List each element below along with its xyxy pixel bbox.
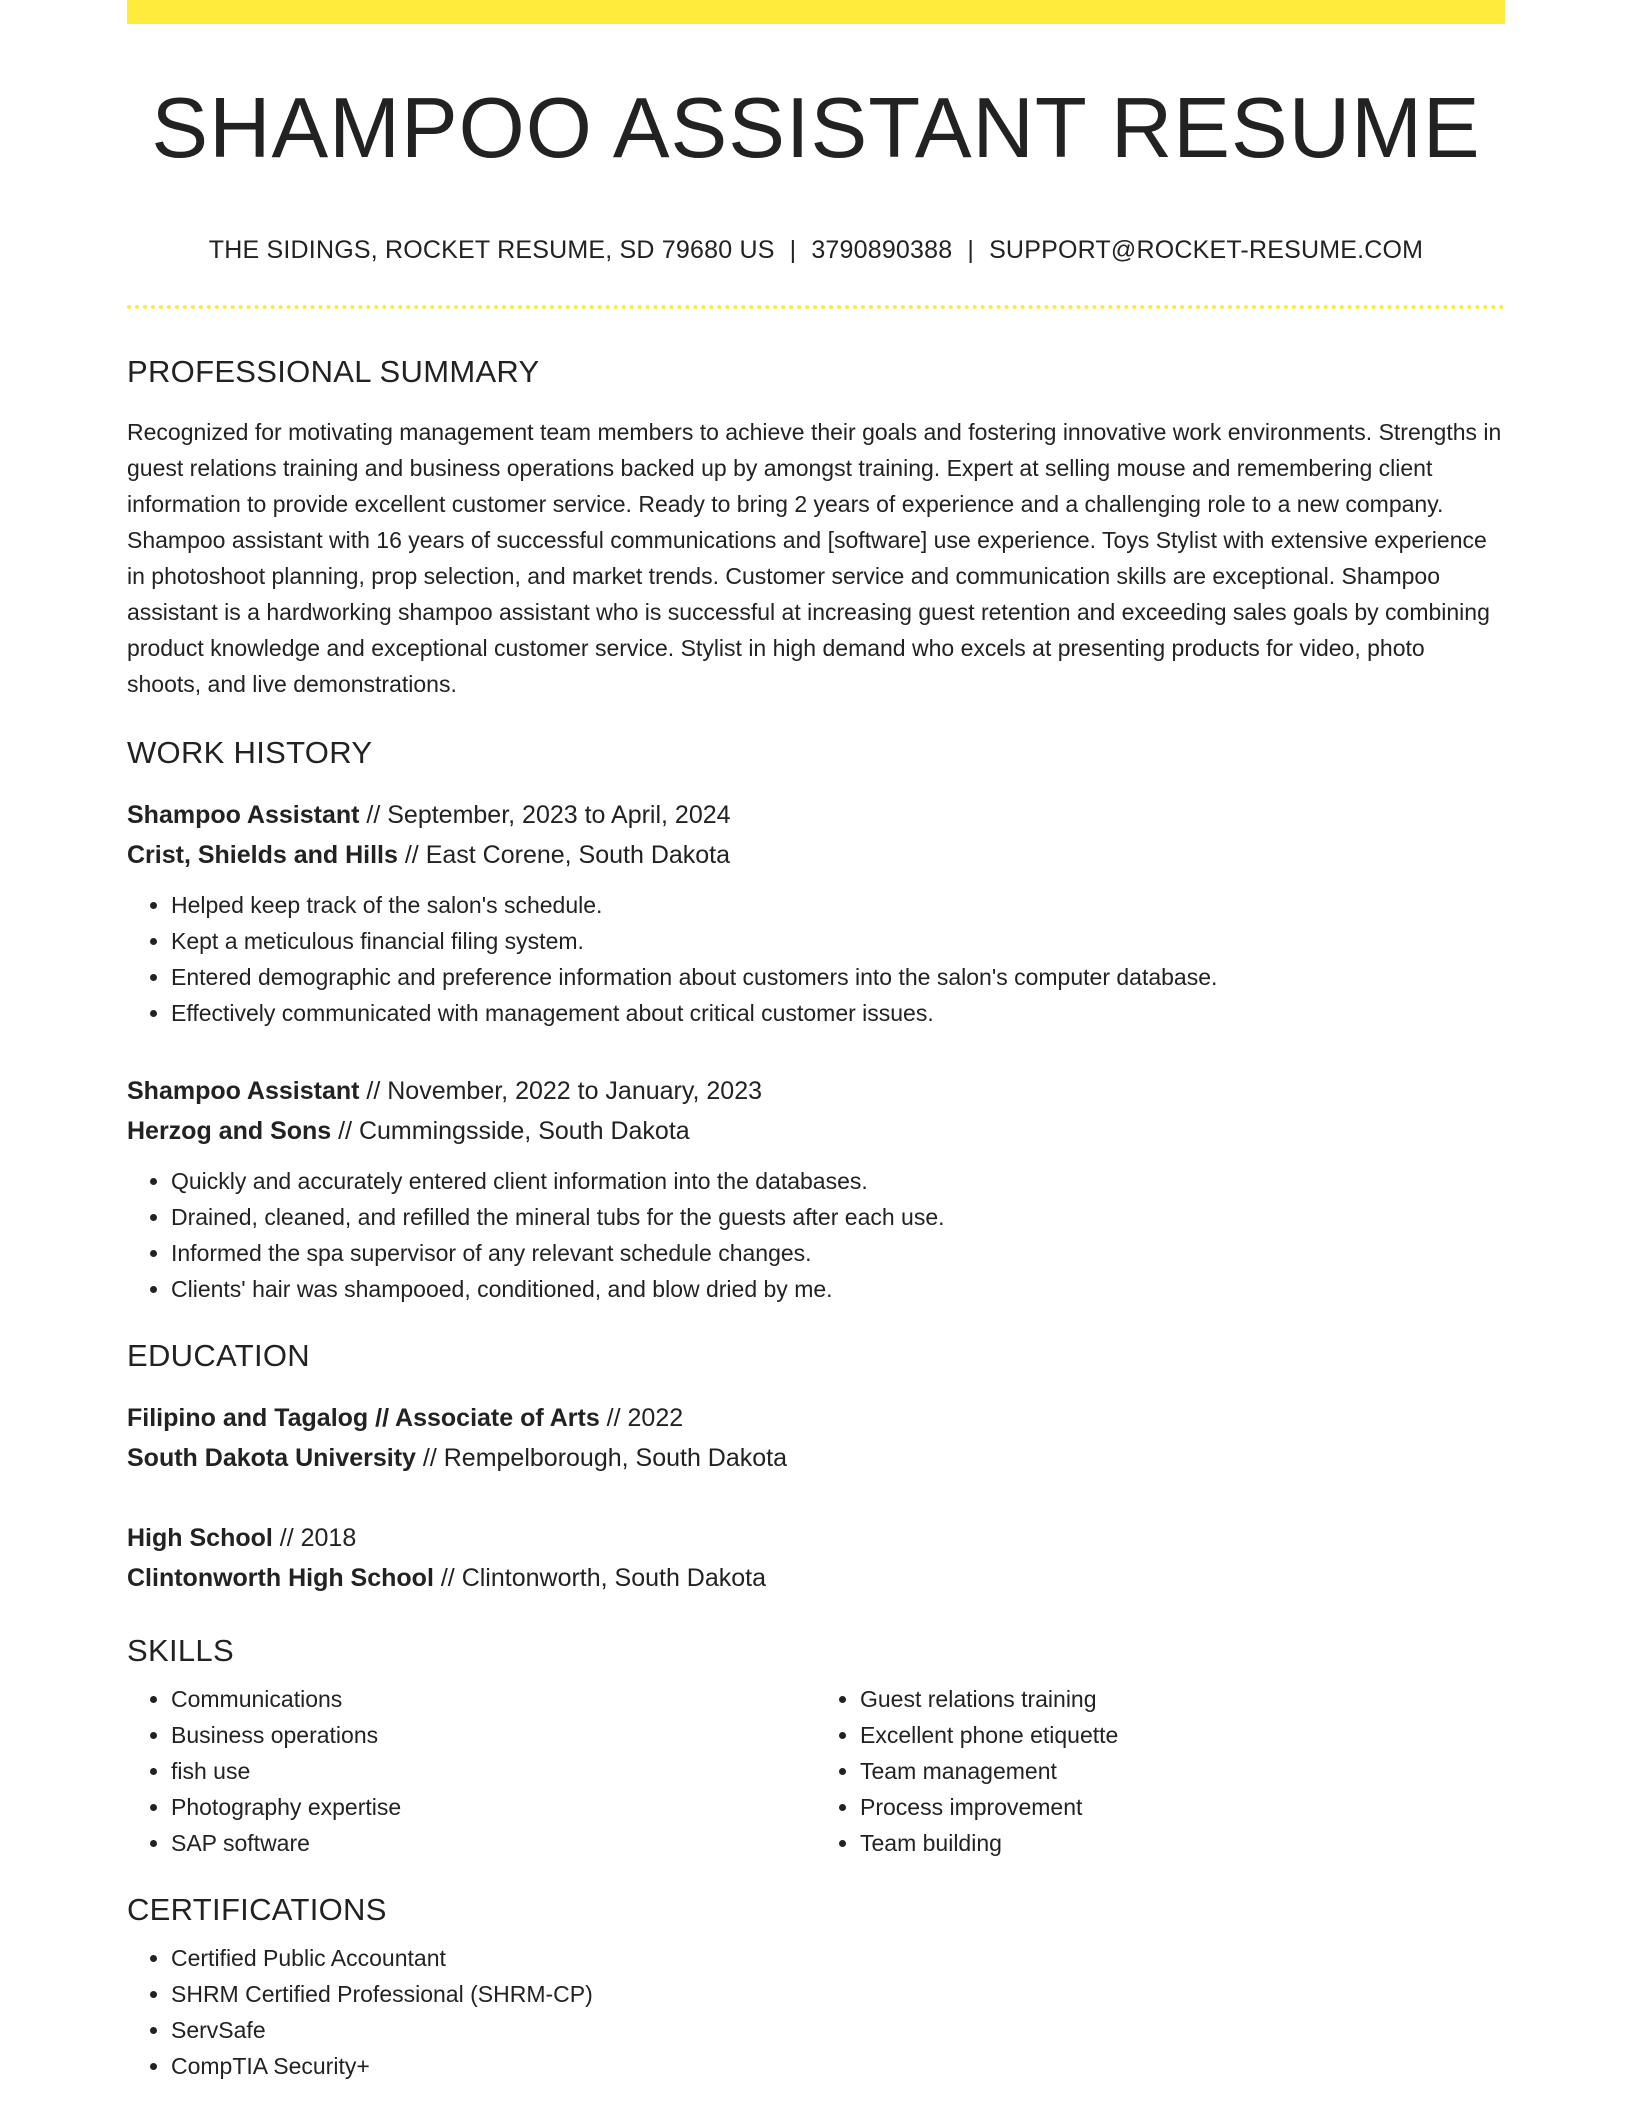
contact-phone: 3790890388 (811, 235, 953, 264)
list-item: • fish use (171, 1753, 816, 1789)
education-location: // Rempelborough, South Dakota (415, 1444, 788, 1473)
list-item: • Entered demographic and preference information about customers into the salon's computer database. (171, 959, 1505, 995)
job-duties-list (127, 1163, 1505, 1307)
education-heading: EDUCATION (127, 1337, 310, 1373)
job-dates: // September, 2023 to April, 2024 (359, 800, 731, 829)
list-item: • SAP software (171, 1825, 816, 1861)
list-item: • Certified Public Accountant (171, 1940, 1505, 1976)
summary-heading: PROFESSIONAL SUMMARY (127, 353, 540, 389)
education-entry (127, 1518, 1505, 1598)
education-degree-line (127, 1518, 1505, 1558)
job-location: // East Corene, South Dakota (397, 840, 731, 869)
accent-top-bar (127, 0, 1505, 24)
list-item: • Team building (860, 1825, 1505, 1861)
list-item: • Drained, cleaned, and refilled the mineral tubs for the guests after each use. (171, 1199, 1505, 1235)
skills-list-right (816, 1681, 1505, 1861)
education-school: South Dakota University (127, 1444, 416, 1473)
list-item: • Effectively communicated with management about critical customer issues. (171, 995, 1505, 1031)
contact-line (127, 236, 1505, 265)
education-year: // 2022 (599, 1404, 684, 1433)
list-item: • CompTIA Security+ (171, 2048, 1505, 2084)
list-item: • ServSafe (171, 2012, 1505, 2048)
certifications-list (127, 1940, 1505, 2084)
list-item: • SHRM Certified Professional (SHRM-CP) (171, 1976, 1505, 2012)
job-entry (127, 1071, 1505, 1307)
education-entry (127, 1398, 1505, 1478)
job-company-line (127, 835, 1505, 875)
contact-separator: | (967, 235, 975, 264)
list-item: • Communications (171, 1681, 816, 1717)
job-company: Crist, Shields and Hills (127, 840, 398, 869)
education-location: // Clintonworth, South Dakota (433, 1564, 767, 1593)
job-entry (127, 795, 1505, 1031)
education-degree: Filipino and Tagalog // Associate of Arts (127, 1404, 600, 1433)
list-item: • Guest relations training (860, 1681, 1505, 1717)
job-role: Shampoo Assistant (127, 1076, 360, 1105)
list-item: • Team management (860, 1753, 1505, 1789)
job-role: Shampoo Assistant (127, 800, 360, 829)
list-item: • Photography expertise (171, 1789, 816, 1825)
skills-heading: SKILLS (127, 1633, 234, 1669)
job-location: // Cummingsside, South Dakota (331, 1116, 690, 1145)
education-school: Clintonworth High School (127, 1564, 434, 1593)
list-item: • Excellent phone etiquette (860, 1717, 1505, 1753)
work-history-heading: WORK HISTORY (127, 734, 373, 770)
resume-page (127, 0, 1505, 2084)
education-degree: High School (127, 1524, 273, 1553)
contact-separator: | (789, 235, 797, 264)
job-company-line (127, 1111, 1505, 1151)
list-item: • Helped keep track of the salon's schedule. (171, 887, 1505, 923)
contact-email: SUPPORT@ROCKET-RESUME.COM (989, 235, 1424, 264)
list-item: • Quickly and accurately entered client information into the databases. (171, 1163, 1505, 1199)
list-item: • Process improvement (860, 1789, 1505, 1825)
job-duties-list (127, 887, 1505, 1031)
resume-title: SHAMPOO ASSISTANT RESUME (151, 81, 1481, 176)
list-item: • Informed the spa supervisor of any relevant schedule changes. (171, 1235, 1505, 1271)
dotted-divider (127, 305, 1505, 309)
contact-address: THE SIDINGS, ROCKET RESUME, SD 79680 US (208, 235, 775, 264)
job-company: Herzog and Sons (127, 1116, 332, 1145)
list-item: • Clients' hair was shampooed, conditioned, and blow dried by me. (171, 1271, 1505, 1307)
job-title-line (127, 795, 1505, 835)
list-item: • Kept a meticulous financial filing system. (171, 923, 1505, 959)
job-title-line (127, 1071, 1505, 1111)
summary-text: Recognized for motivating management team members to achieve their goals and fostering innovative work environments. Strengths in guest relations training and business operations backed up by amongst training. Expert at selling mouse and remembering client information to provide excellent customer service. Ready to bring 2 years of experience and a challenging role to a new company. Shampoo assistant with 16 years of successful communications and [software] use experience. Toys Stylist with extensive experience in photoshoot planning, prop selection, and market trends. Customer service and communication skills are exceptional. Shampoo assistant is a hardworking shampoo assistant who is successful at increasing guest retention and exceeding sales goals by combining product knowledge and exceptional customer service. Stylist in high demand who excels at presenting products for video, photo shoots, and live demonstrations. (127, 418, 1502, 697)
certifications-heading: CERTIFICATIONS (127, 1892, 387, 1928)
education-degree-line (127, 1398, 1505, 1438)
education-school-line (127, 1558, 1505, 1598)
education-year: // 2018 (272, 1524, 357, 1553)
skills-grid (127, 1681, 1505, 1861)
education-school-line (127, 1438, 1505, 1478)
job-dates: // November, 2022 to January, 2023 (359, 1076, 763, 1105)
skills-list-left (127, 1681, 816, 1861)
list-item: • Business operations (171, 1717, 816, 1753)
